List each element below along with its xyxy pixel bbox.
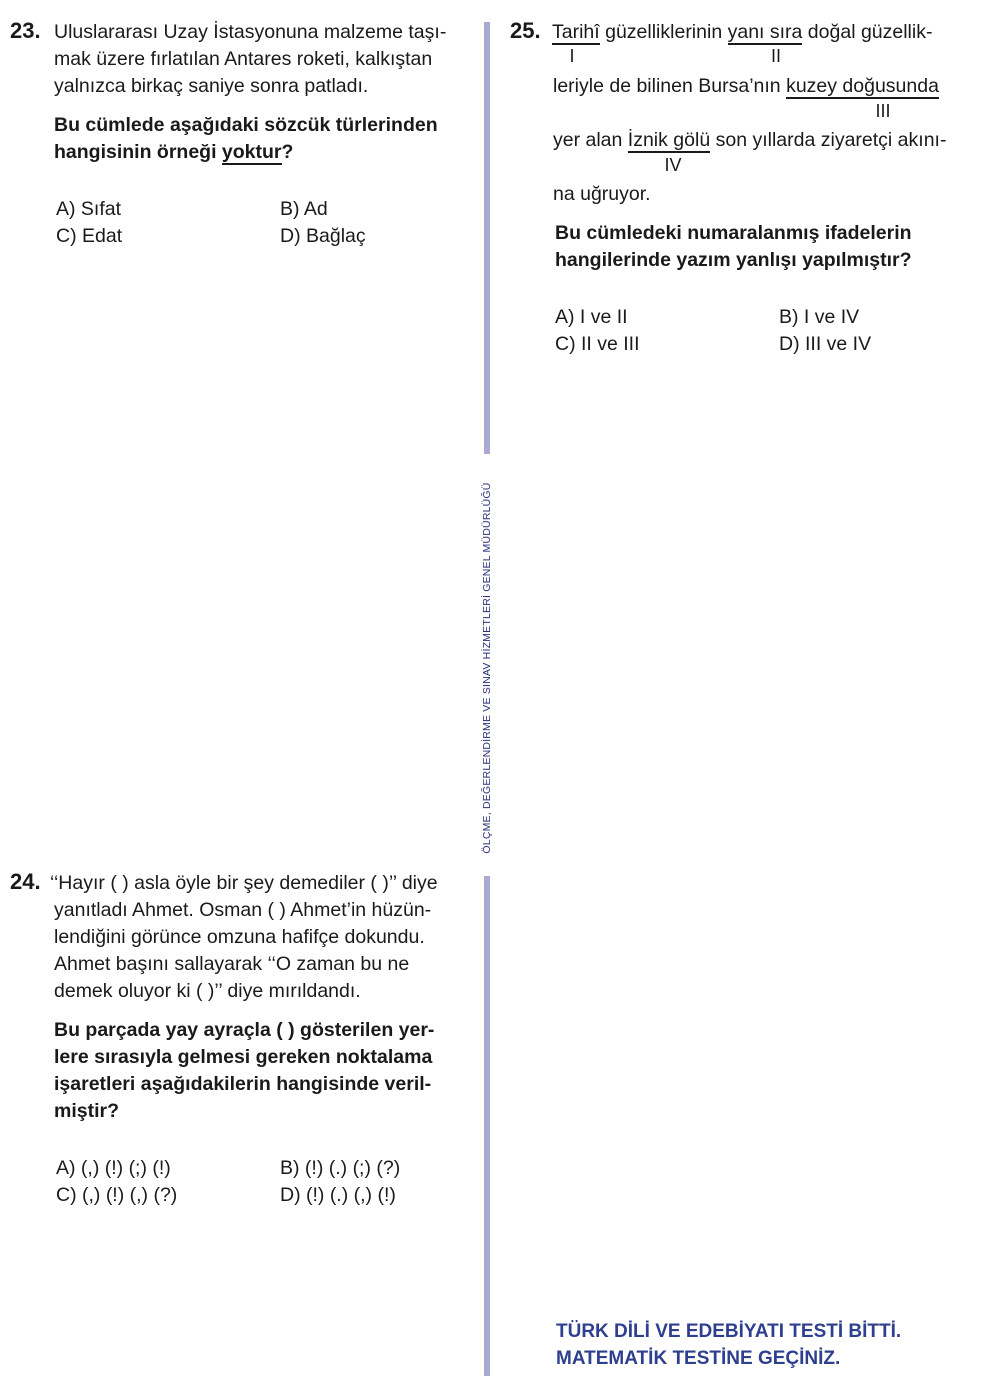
option-d[interactable]: D) (!) (.) (,) (!) [280,1184,396,1206]
option-a[interactable]: A) (,) (!) (;) (!) [56,1157,171,1179]
option-c[interactable]: C) (,) (!) (,) (?) [56,1184,178,1206]
question-prompt: Bu cümledeki numaralanmış ifadelerin [555,222,912,244]
stem-line: lendiğini görünce omzuna hafifçe dokundu. [54,926,425,948]
question-prompt: işaretleri aşağıdakilerin hangisinde veril- [54,1073,432,1095]
column-divider-bottom [484,876,490,1376]
stem-line: yanıtladı Ahmet. Osman ( ) Ahmet’in hüzün- [54,899,432,921]
question-prompt: Bu cümlede aşağıdaki sözcük türlerinden [54,114,438,136]
option-b[interactable]: B) (!) (.) (;) (?) [280,1157,401,1179]
option-d[interactable]: D) Bağlaç [280,225,366,247]
option-c[interactable]: C) II ve III [555,333,640,355]
option-b[interactable]: B) Ad [280,198,328,220]
stem-line: Uluslararası Uzay İstasyonuna malzeme taşı- [54,21,447,43]
option-a[interactable]: A) Sıfat [56,198,122,220]
sidebar-publisher-text: ÖLÇME, DEĞERLENDİRME VE SINAV HİZMETLERİ GENEL MÜDÜRLÜĞÜ [481,482,493,854]
stem-line: mak üzere fırlatılan Antares roketi, kalkıştan [54,48,433,70]
option-a[interactable]: A) I ve II [555,306,628,328]
stem-line: yalnızca birkaç saniye sonra patladı. [54,75,369,97]
stem-line: yer alan İznik gölü son yıllarda ziyaretçi akını- [553,129,947,151]
question-prompt: lere sırasıyla gelmesi gereken noktalama [54,1046,433,1068]
numeral-mark-ii: II [770,46,781,66]
question-prompt: hangisinin örneği yoktur? [54,141,294,163]
question-prompt: Bu parçada yay ayraçla ( ) gösterilen yer- [54,1019,435,1041]
question-number: 25. [510,18,541,43]
stem-line: leriyle de bilinen Bursa’nın kuzey doğusunda [553,75,939,97]
numeral-mark-iv: IV [664,155,682,175]
underlined-phrase-iii: kuzey doğusunda [786,75,939,97]
option-c[interactable]: C) Edat [56,225,123,247]
stem-line: na uğruyor. [553,183,651,205]
end-of-test-note: TÜRK DİLİ VE EDEBİYATI TESTİ BİTTİ. [556,1321,902,1342]
stem-line: demek oluyor ki ( )’’ diye mırıldandı. [54,980,361,1002]
question-number: 23. [10,18,41,43]
underlined-word: yoktur [221,141,282,163]
stem-line: ‘‘Hayır ( ) asla öyle bir şey demediler ( )’’ diye [50,872,438,894]
stem-line: Ahmet başını sallayarak ‘‘O zaman bu ne [54,953,410,975]
underlined-phrase-iv: İznik gölü [627,129,711,151]
question-number: 24. [10,869,41,894]
question-prompt: hangilerinde yazım yanlışı yapılmıştır? [555,249,912,271]
column-divider-top [484,22,490,454]
option-d[interactable]: D) III ve IV [779,333,872,355]
underlined-phrase-ii: yanı sıra [727,21,803,43]
numeral-mark-iii: III [875,101,891,121]
option-b[interactable]: B) I ve IV [779,306,860,328]
next-test-note: MATEMATİK TESTİNE GEÇİNİZ. [556,1348,841,1369]
numeral-mark-i: I [569,46,575,66]
question-prompt: miştir? [54,1100,120,1122]
underlined-phrase-i: Tarihî [552,21,600,43]
stem-line: Tarihî güzelliklerinin yanı sıra doğal güzellik- [552,21,933,43]
